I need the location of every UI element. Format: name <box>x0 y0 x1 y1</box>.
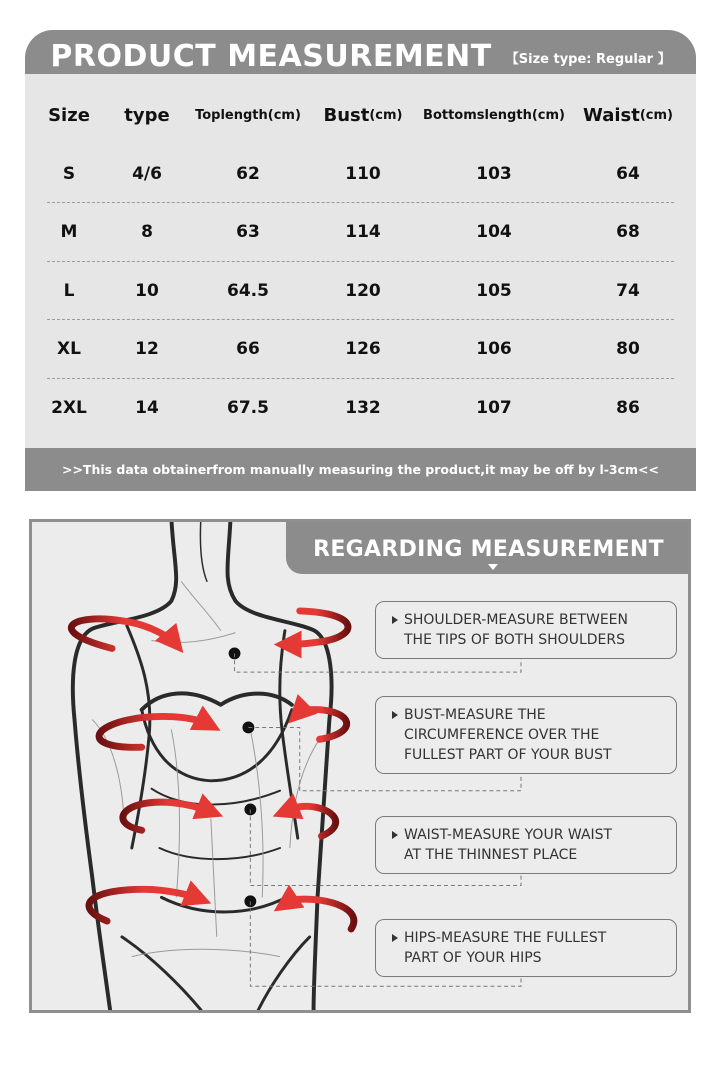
bust-arrow-right <box>296 710 347 740</box>
table-row <box>25 379 696 438</box>
waist-instruction <box>375 816 677 874</box>
triangle-right-icon <box>392 831 398 839</box>
cell-top-length: 64.5 <box>227 280 269 301</box>
size-type-label: 【Size type: Regular 】 <box>505 51 671 67</box>
triangle-right-icon <box>392 616 398 624</box>
cell-size: XL <box>57 339 81 360</box>
cell-bust: 132 <box>345 397 381 418</box>
cell-waist: 68 <box>616 222 640 243</box>
cell-type: 12 <box>135 339 159 360</box>
bust-arrow-left <box>99 716 211 747</box>
shoulder-instruction-text: SHOULDER-MEASURE BETWEEN THE TIPS OF BOTH SHOULDERS <box>404 612 628 648</box>
header-bust <box>311 86 415 145</box>
bust-instruction-text: BUST-MEASURE THE CIRCUMFERENCE OVER THE FULLEST PART OF YOUR BUST <box>404 707 612 763</box>
cell-type: 8 <box>141 222 153 243</box>
cell-bottoms-length: 103 <box>476 163 512 184</box>
size-table <box>25 86 696 437</box>
waist-instruction-text: WAIST-MEASURE YOUR WAIST AT THE THINNEST PLACE <box>404 827 613 863</box>
header-waist-label: Waist <box>583 104 640 126</box>
header-size: Size <box>48 104 90 126</box>
cell-bottoms-length: 104 <box>476 222 512 243</box>
cell-top-length: 67.5 <box>227 397 269 418</box>
figure-outline <box>73 522 332 1010</box>
triangle-right-icon <box>392 934 398 942</box>
cell-bottoms-length: 106 <box>476 339 512 360</box>
cell-size: 2XL <box>51 397 87 418</box>
cell-waist: 74 <box>616 280 640 301</box>
header-bust-label: Bust <box>323 104 370 126</box>
cell-top-length: 66 <box>236 339 260 360</box>
product-measurement-card <box>25 30 696 491</box>
header-top-length: Toplength(cm) <box>195 107 301 123</box>
cell-size: S <box>62 163 76 184</box>
table-row <box>25 203 696 262</box>
measurement-arrows <box>71 611 354 929</box>
measurement-note-bar <box>25 448 696 491</box>
shoulder-arrow-right <box>285 611 348 645</box>
shoulder-instruction <box>375 601 677 659</box>
measurement-note: >>This data obtainerfrom manually measuring the product,it may be off by l-3cm<< <box>61 462 660 477</box>
table-row <box>25 145 696 204</box>
header-bust-unit: (cm) <box>369 107 403 123</box>
caret-down-icon <box>488 564 498 570</box>
header-waist-unit: (cm) <box>639 107 673 123</box>
cell-bottoms-length: 107 <box>476 397 512 418</box>
cell-waist: 64 <box>616 163 640 184</box>
header-bottoms-length: Bottomslength(cm) <box>423 107 565 123</box>
size-table-header-row <box>25 86 696 145</box>
table-row <box>25 262 696 321</box>
cell-bust: 120 <box>345 280 381 301</box>
cell-waist: 80 <box>616 339 640 360</box>
cell-bust: 126 <box>345 339 381 360</box>
product-measurement-header <box>25 30 696 74</box>
cell-type: 10 <box>135 280 159 301</box>
regarding-measurement-panel <box>29 519 691 1013</box>
hips-instruction <box>375 919 677 977</box>
waist-arrow-left <box>123 802 213 830</box>
hips-instruction-text: HIPS-MEASURE THE FULLEST PART OF YOUR HIPS <box>404 930 607 966</box>
cell-type: 14 <box>135 397 159 418</box>
cell-waist: 86 <box>616 397 640 418</box>
product-measurement-title: PRODUCT MEASUREMENT <box>50 39 492 74</box>
cell-size: L <box>63 280 75 301</box>
header-waist <box>579 86 677 145</box>
regarding-measurement-title: REGARDING MEASUREMENT <box>313 536 664 562</box>
cell-bottoms-length: 105 <box>476 280 512 301</box>
cell-top-length: 62 <box>236 163 260 184</box>
cell-type: 4/6 <box>132 163 162 184</box>
table-row <box>25 320 696 379</box>
triangle-right-icon <box>392 711 398 719</box>
header-type: type <box>124 104 170 126</box>
cell-bust: 114 <box>345 222 381 243</box>
cell-top-length: 63 <box>236 222 260 243</box>
bust-instruction <box>375 696 677 774</box>
cell-size: M <box>60 222 78 243</box>
cell-bust: 110 <box>345 163 381 184</box>
